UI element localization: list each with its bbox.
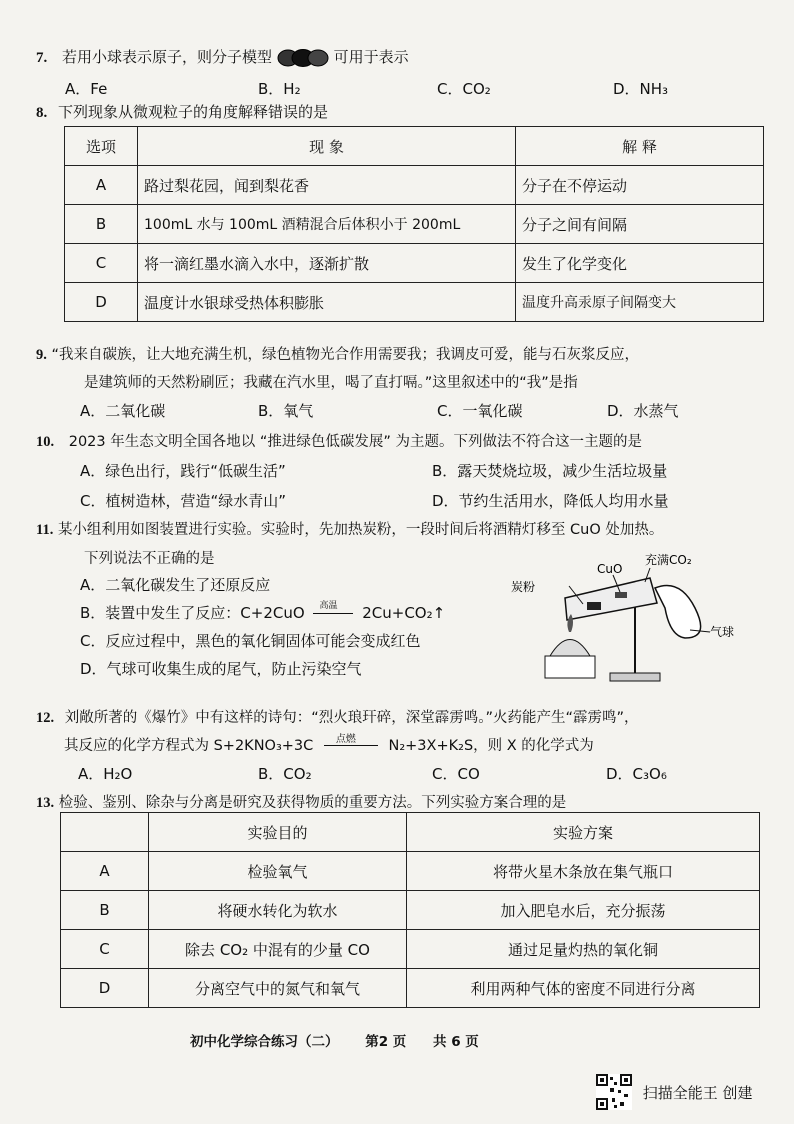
table-row — [65, 244, 764, 283]
stand-base — [610, 673, 660, 681]
carbon-powder — [587, 602, 601, 610]
q9-line1: “我来自碳族，让大地充满生机，绿色植物光合作用需要我；我调皮可爱，能与石灰浆反应， — [51, 347, 639, 363]
table-header-cell: 现 象 — [138, 127, 516, 166]
table-cell: 将硬水转化为软水 — [149, 891, 407, 930]
q9 — [36, 343, 639, 364]
cuo-label: CuO — [597, 562, 623, 576]
cuo-powder — [615, 592, 627, 598]
q7-option-d: D．NH₃ — [613, 80, 669, 98]
q10-option-b: B．露天焚烧垃圾，减少生活垃圾量 — [432, 462, 668, 480]
q13-table — [60, 812, 760, 1008]
table-cell: C — [61, 930, 149, 969]
q11-option-b-pre: B．装置中发生了反应：C+2CuO — [80, 604, 305, 622]
balloon-label: 气球 — [710, 625, 735, 639]
q12-line2-post: N₂+3X+K₂S，则 X 的化学式为 — [388, 738, 594, 754]
carbon-label: 炭粉 — [511, 580, 536, 594]
table-header-cell: 实验目的 — [149, 813, 407, 852]
q12-line2 — [64, 734, 594, 756]
table-cell: 分子在不停运动 — [516, 166, 764, 205]
co2-label: 充满CO₂ — [645, 553, 692, 567]
q7-option-c: C．CO₂ — [437, 80, 491, 98]
footer-page: 第2 页 — [365, 1034, 407, 1050]
q13 — [36, 791, 566, 812]
q11-line2: 下列说法不正确的是 — [84, 551, 215, 567]
table-cell: 分子之间有间隔 — [516, 205, 764, 244]
table-cell: 将带火星木条放在集气瓶口 — [407, 852, 760, 891]
q12-option-d: D．C₃O₆ — [606, 765, 667, 783]
table-row — [65, 205, 764, 244]
q9-option-a: A．二氧化碳 — [80, 402, 166, 420]
q10-option-d: D．节约生活用水，降低人均用水量 — [432, 492, 669, 510]
question-number: 8. — [36, 105, 48, 121]
reaction-condition: 高温 — [319, 600, 338, 611]
q7-stem-post: 可用于表示 — [333, 48, 409, 66]
scanner-watermark — [596, 1074, 753, 1110]
table-cell: B — [65, 205, 138, 244]
q9-option-d: D．水蒸气 — [607, 402, 679, 420]
table-cell: 温度计水银球受热体积膨胀 — [138, 283, 516, 322]
q11-option-d: D．气球可收集生成的尾气，防止污染空气 — [80, 660, 362, 678]
table-cell: 将一滴红墨水滴入水中，逐渐扩散 — [138, 244, 516, 283]
molecule-model-icon — [277, 49, 329, 67]
q11-line1: 某小组利用如图装置进行实验。实验时，先加热炭粉，一段时间后将酒精灯移至 CuO 处加热。 — [57, 522, 664, 538]
qr-code-icon — [596, 1074, 632, 1110]
q8-stem: 下列现象从微观粒子的角度解释错误的是 — [58, 103, 329, 121]
table-row — [65, 166, 764, 205]
q12-line2-pre: 其反应的化学方程式为 S+2KNO₃+3C — [64, 738, 314, 754]
page-footer — [190, 1030, 501, 1050]
table-header-row — [61, 813, 760, 852]
q10-option-a: A．绿色出行，践行“低碳生活” — [80, 462, 286, 480]
q10 — [36, 430, 642, 451]
table-cell: 100mL 水与 100mL 酒精混合后体积小于 200mL — [138, 205, 516, 244]
q11-option-c: C．反应过程中，黑色的氧化铜固体可能会变成红色 — [80, 632, 421, 650]
q8 — [36, 101, 328, 122]
table-header-cell: 选项 — [65, 127, 138, 166]
table-cell: 通过足量灼热的氧化铜 — [407, 930, 760, 969]
question-number: 10. — [36, 434, 55, 450]
table-cell: C — [65, 244, 138, 283]
q7-option-b: B．H₂ — [258, 80, 301, 98]
apparatus-diagram — [505, 548, 765, 688]
table-cell: B — [61, 891, 149, 930]
table-row — [61, 852, 760, 891]
q12-option-b: B．CO₂ — [258, 765, 312, 783]
table-cell: 路过梨花园，闻到梨花香 — [138, 166, 516, 205]
table-cell: A — [65, 166, 138, 205]
table-header-cell: 实验方案 — [407, 813, 760, 852]
table-cell: D — [61, 969, 149, 1008]
alcohol-lamp — [550, 640, 590, 657]
table-cell: 加入肥皂水后，充分振荡 — [407, 891, 760, 930]
q12-line1: 刘敞所著的《爆竹》中有这样的诗句：“烈火琅玕碎，深堂霹雳鸣。”火药能产生“霹雳鸣”， — [64, 710, 639, 726]
q9-option-b: B．氧气 — [258, 402, 314, 420]
q11 — [36, 518, 663, 539]
table-cell: A — [61, 852, 149, 891]
question-number: 13. — [36, 795, 55, 811]
q11-option-b-post: 2Cu+CO₂↑ — [362, 604, 446, 622]
question-number: 11. — [36, 522, 54, 538]
table-cell: 利用两种气体的密度不同进行分离 — [407, 969, 760, 1008]
footer-title: 初中化学综合练习（二） — [190, 1034, 339, 1050]
table-cell: D — [65, 283, 138, 322]
table-cell: 检验氧气 — [149, 852, 407, 891]
q7-option-a: A．Fe — [65, 80, 108, 98]
q10-option-c: C．植树造林，营造“绿水青山” — [80, 492, 287, 510]
watermark-text: 扫描全能王 创建 — [642, 1083, 753, 1102]
reaction-condition: 点燃 — [335, 734, 356, 745]
q7-stem-pre: 若用小球表示原子，则分子模型 — [62, 48, 273, 66]
reaction-arrow — [318, 736, 384, 756]
q9-option-c: C．一氧化碳 — [437, 402, 523, 420]
question-number: 12. — [36, 710, 55, 726]
table-header-cell — [61, 813, 149, 852]
reaction-arrow — [309, 600, 357, 624]
footer-total: 共 6 页 — [433, 1034, 479, 1050]
q8-table — [64, 126, 764, 322]
question-number: 7. — [36, 50, 48, 66]
q11-option-b — [80, 602, 445, 624]
table-cell: 温度升高汞原子间隔变大 — [516, 283, 764, 322]
table-row — [61, 969, 760, 1008]
table-row — [65, 283, 764, 322]
q9-line2: 是建筑师的天然粉刷匠；我藏在汽水里，喝了直打嗝。”这里叙述中的“我”是指 — [84, 375, 578, 391]
q12-option-c: C．CO — [432, 765, 480, 783]
table-header-row — [65, 127, 764, 166]
table-cell: 发生了化学变化 — [516, 244, 764, 283]
q11-option-a: A．二氧化碳发生了还原反应 — [80, 576, 271, 594]
table-row — [61, 891, 760, 930]
question-number: 9. — [36, 347, 47, 363]
q13-stem: 检验、鉴别、除杂与分离是研究及获得物质的重要方法。下列实验方案合理的是 — [58, 795, 567, 811]
table-cell: 分离空气中的氮气和氧气 — [149, 969, 407, 1008]
lamp-block — [545, 656, 595, 678]
table-cell: 除去 CO₂ 中混有的少量 CO — [149, 930, 407, 969]
table-row — [61, 930, 760, 969]
q12-option-a: A．H₂O — [78, 765, 133, 783]
table-header-cell: 解 释 — [516, 127, 764, 166]
q12 — [36, 706, 639, 727]
q7 — [36, 46, 409, 67]
q10-stem: 2023 年生态文明全国各地以 “推进绿色低碳发展” 为主题。下列做法不符合这一主题的是 — [68, 434, 642, 450]
